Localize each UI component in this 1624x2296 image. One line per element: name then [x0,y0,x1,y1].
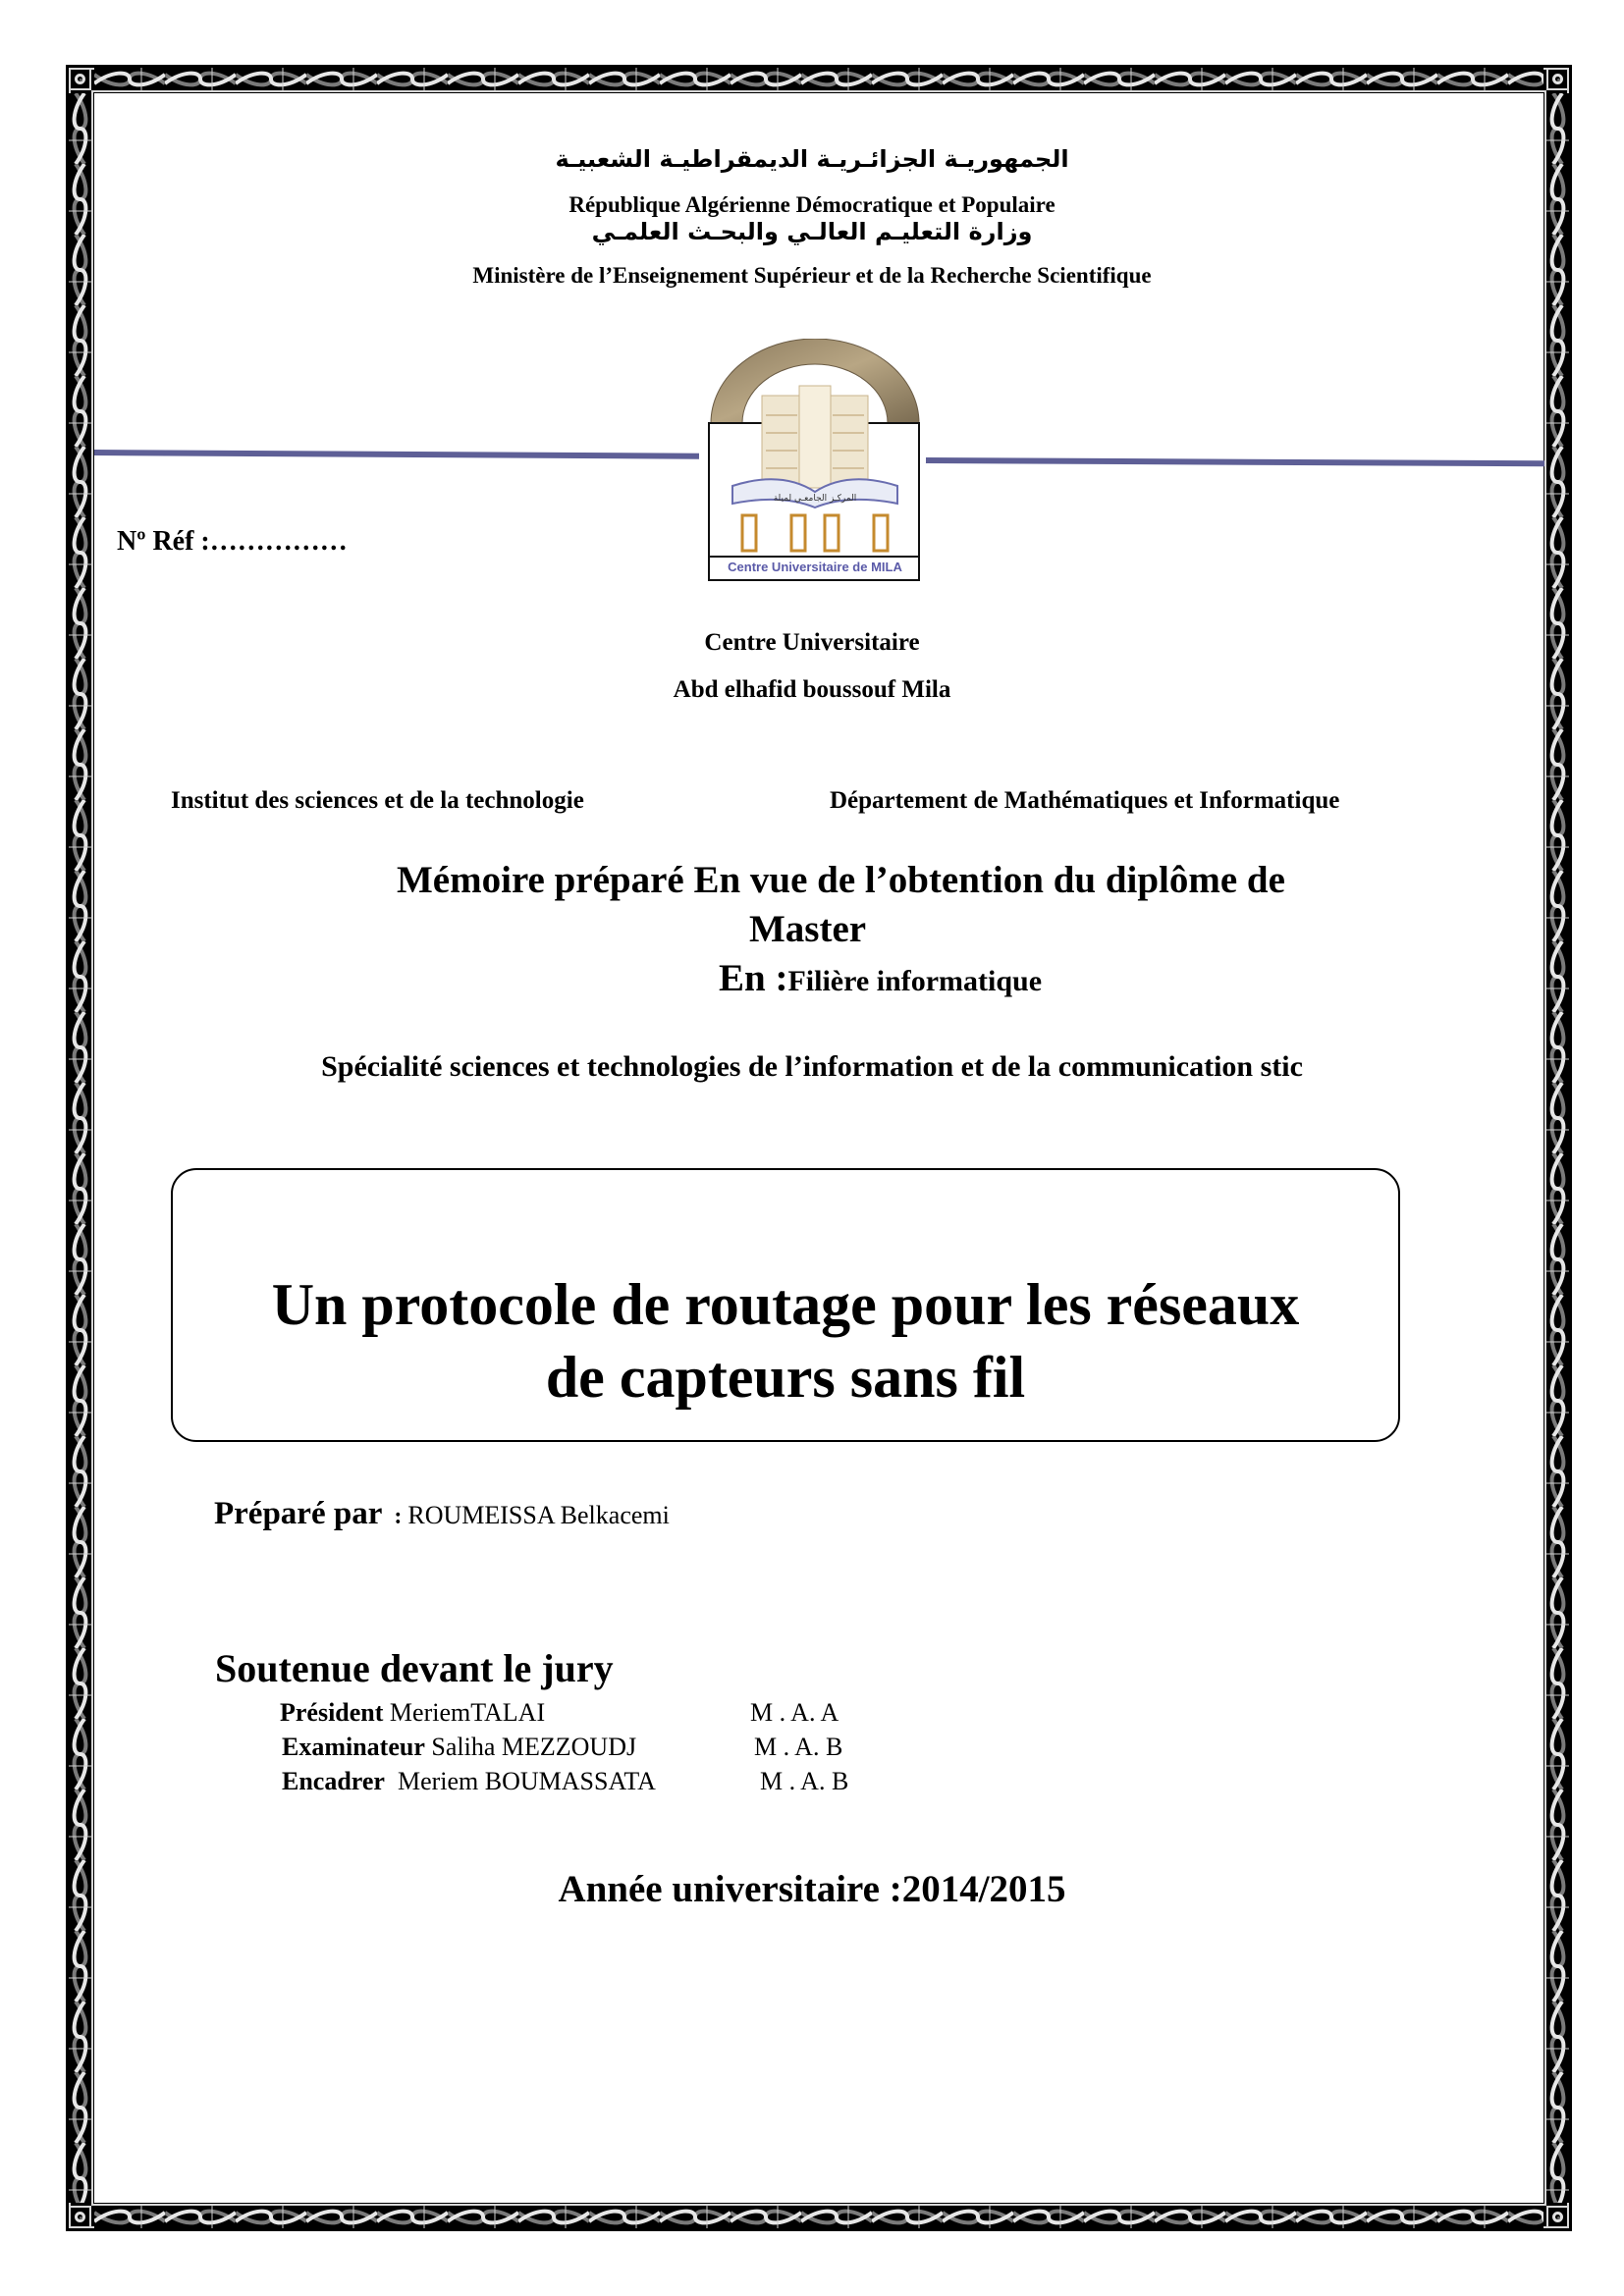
filiere-line [719,956,1042,1000]
student-name: ROUMEISSA Belkacemi [407,1501,670,1529]
jury-grade: M . A. B [760,1767,849,1795]
jury-member-examinateur [282,1733,636,1762]
border-braid-bottom [94,2206,1543,2228]
thesis-title-line1: Un protocole de routage pour les réseaux [271,1272,1300,1337]
ministry-arabic: وزارة التعليـم العالـي والبحـث العلمـي [591,218,1033,245]
reference-number: Nº Réf :…………… [117,526,348,557]
department-name: Département de Mathématiques et Informatique [830,787,1340,814]
republic-french: République Algérienne Démocratique et Populaire [568,192,1056,217]
jury-member-encadrer [282,1767,656,1796]
jury-role: Encadrer [282,1767,385,1795]
prepared-by [214,1496,670,1532]
thesis-title-box [171,1168,1400,1442]
logo-banner-arabic: المركـز الجامعـي لميلة [773,494,857,504]
jury-name: Meriem BOUMASSATA [384,1767,656,1795]
logo-caption: Centre Universitaire de MILA [728,560,902,574]
border-corner-ornament [69,2206,91,2228]
university-city: Abd elhafid boussouf Mila [673,676,951,703]
jury-role: Président [280,1698,384,1727]
jury-role: Examinateur [282,1733,425,1761]
border-corner-ornament [1546,68,1569,90]
jury-heading: Soutenue devant le jury [215,1646,614,1690]
specialite: Spécialité sciences et technologies de l’information et de la communication stic [321,1050,1303,1083]
border-corner-ornament [1546,2206,1569,2228]
memoire-line: Mémoire préparé En vue de l’obtention du diplôme de [397,859,1285,901]
jury-name: Saliha MEZZOUDJ [424,1733,637,1761]
academic-year: Année universitaire :2014/2015 [558,1868,1066,1910]
republic-arabic: الجمهوريـة الجزائـريـة الديمقراطيـة الشعبيـة [555,145,1069,173]
border-braid-top [94,68,1543,90]
jury-grade: M . A. B [754,1733,843,1761]
jury-grade: M . A. A [750,1698,839,1727]
filiere-label: En : [719,957,788,999]
filiere-value: Filière informatique [787,965,1043,997]
prepared-by-label: Préparé par [214,1496,383,1531]
jury-member-president [280,1698,545,1728]
thesis-title [173,1268,1398,1414]
memoire-degree: Master [749,908,867,950]
jury-name: MeriemTALAI [383,1698,546,1727]
border-corner-ornament [69,68,91,90]
thesis-title-line2: de capteurs sans fil [545,1345,1026,1410]
university-logo [703,339,927,582]
university-name: Centre Universitaire [704,629,920,656]
institute-name: Institut des sciences et de la technologie [171,787,584,814]
ministry-french: Ministère de l’Enseignement Supérieur et de la Recherche Scientifique [472,263,1152,288]
prepared-by-separator: : [394,1504,408,1529]
